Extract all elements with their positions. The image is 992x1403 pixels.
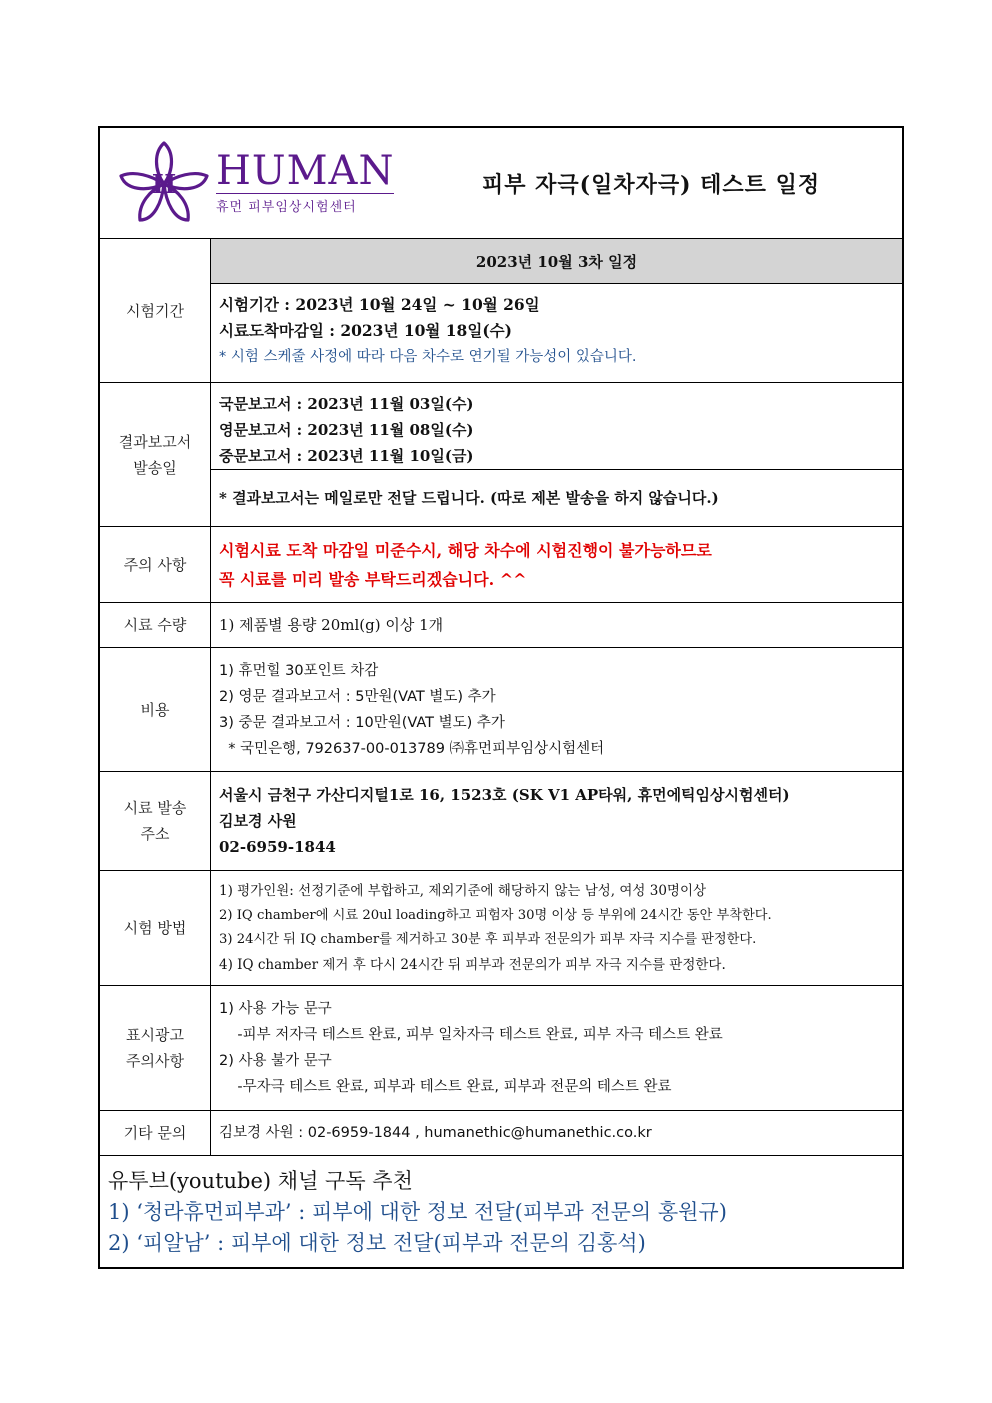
youtube-channel-2: 2) ‘피알남’ : 피부에 대한 정보 전달(피부과 전문의 김홍석): [108, 1231, 646, 1255]
row-report-date: [100, 383, 902, 527]
cost-item: 2) 영문 결과보고서 : 5만원(VAT 별도) 추가: [219, 688, 496, 705]
label-shipping-address: 시료 발송 주소: [100, 772, 211, 870]
label-test-method: 시험 방법: [100, 871, 211, 985]
youtube-recommendation: [100, 1156, 902, 1267]
method-item: 2) IQ chamber에 시료 20ul loading하고 피험자 30명 이상 등 부위에 24시간 동안 부착한다.: [219, 907, 772, 923]
shipping-address: 서울시 금천구 가산디지털1로 16, 1523호 (SK V1 AP타워, 휴먼에틱임상시험센터): [219, 786, 790, 804]
schedule-title: 2023년 10월 3차 일정: [211, 239, 902, 284]
brand-name: HUMAN: [216, 148, 395, 194]
label-report-date: 결과보고서 발송일: [100, 383, 211, 526]
report-note: * 결과보고서는 메일로만 전달 드립니다. (따로 제본 발송을 하지 않습니다.): [219, 489, 719, 507]
brand-subtitle: 휴먼 피부임상시험센터: [216, 193, 394, 215]
bank-account: * 국민은행, 792637-00-013789 ㈜휴먼피부임상시험센터: [219, 740, 605, 757]
document-title: 피부 자극(일차자극) 테스트 일정: [482, 171, 821, 198]
schedule-document: [98, 126, 904, 1269]
deadline-text: 시료도착마감일 : 2023년 10월 18일(수): [219, 321, 512, 340]
chinese-report: 중문보고서 : 2023년 11월 10일(금): [219, 447, 474, 465]
cost-item: 3) 중문 결과보고서 : 10만원(VAT 별도) 추가: [219, 714, 505, 731]
svg-text:H: H: [151, 170, 177, 200]
allowed-phrases-title: 1) 사용 가능 문구: [219, 1001, 332, 1017]
row-sample-quantity: [100, 603, 902, 648]
forbidden-phrases-title: 2) 사용 불가 문구: [219, 1053, 332, 1069]
row-cost: [100, 648, 902, 772]
row-test-method: [100, 871, 902, 986]
contact-name: 김보경 사원: [219, 812, 297, 830]
method-item: 4) IQ chamber 제거 후 다시 24시간 뒤 피부과 전문의가 피부 자극 지수를 판정한다.: [219, 956, 726, 973]
caution-line-1: 시험시료 도착 마감일 미준수시, 해당 차수에 시험진행이 불가능하므로: [219, 540, 712, 560]
korean-report: 국문보고서 : 2023년 11월 03일(수): [219, 395, 474, 413]
youtube-channel-1: 1) ‘청라휴먼피부과’ : 피부에 대한 정보 전달(피부과 전문의 홍원규): [108, 1200, 727, 1224]
inquiry-contact: 김보경 사원 : 02-6959-1844 , humanethic@humanethic.co.kr: [219, 1125, 652, 1141]
contact-phone: 02-6959-1844: [219, 838, 336, 856]
forbidden-phrases: -무자극 테스트 완료, 피부과 테스트 완료, 피부과 전문의 테스트 완료: [219, 1079, 672, 1095]
row-shipping-address: [100, 772, 902, 871]
cost-item: 1) 휴먼힐 30포인트 차감: [219, 662, 379, 679]
label-inquiry: 기타 문의: [100, 1111, 211, 1155]
label-caution: 주의 사항: [100, 527, 211, 602]
sample-quantity-text: 1) 제품별 용량 20ml(g) 이상 1개: [219, 616, 444, 634]
label-test-period: 시험기간: [100, 239, 211, 382]
method-item: 1) 평가인원: 선정기준에 부합하고, 제외기준에 해당하지 않는 남성, 여성 30명이상: [219, 883, 707, 899]
method-item: 3) 24시간 뒤 IQ chamber를 제거하고 30분 후 피부과 전문의가 피부 자극 지수를 판정한다.: [219, 932, 757, 947]
company-logo: [118, 140, 478, 226]
label-advertising-caution: 표시광고 주의사항: [100, 986, 211, 1110]
caution-line-2: 꼭 시료를 미리 발송 부탁드리겠습니다. ^^: [219, 569, 527, 589]
row-advertising-caution: [100, 986, 902, 1111]
row-caution: [100, 527, 902, 603]
schedule-note: * 시험 스케줄 사정에 따라 다음 차수로 연기될 가능성이 있습니다.: [219, 349, 637, 365]
test-period-text: 시험기간 : 2023년 10월 24일 ~ 10월 26일: [219, 295, 540, 314]
row-inquiry: [100, 1111, 902, 1156]
english-report: 영문보고서 : 2023년 11월 08일(수): [219, 421, 474, 439]
label-cost: 비용: [100, 648, 211, 771]
document-header: [100, 128, 902, 239]
label-sample-quantity: 시료 수량: [100, 603, 211, 647]
row-test-period: [100, 239, 902, 383]
purple-flower-logo-icon: [118, 140, 210, 226]
allowed-phrases: -피부 저자극 테스트 완료, 피부 일차자극 테스트 완료, 피부 자극 테스트 완료: [219, 1027, 723, 1043]
youtube-title: 유투브(youtube) 채널 구독 추천: [108, 1169, 413, 1193]
